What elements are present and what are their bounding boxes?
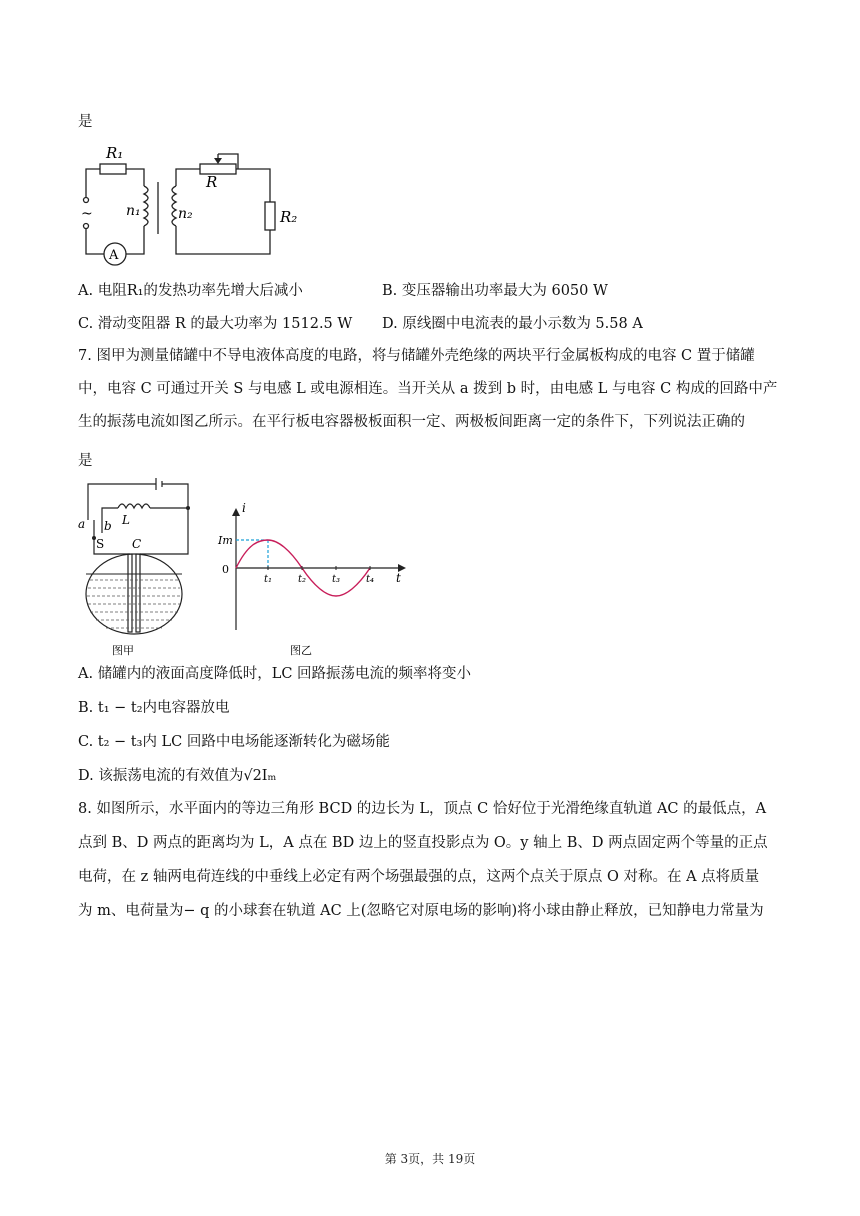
oscillation-current-graph [214,500,414,658]
switch-s-label: S [96,537,105,551]
im-label: Im [218,534,233,547]
ammeter-label: A [109,248,119,263]
q6-option-d: D. 原线圈中电流表的最小示数为 5.58 A [382,316,643,332]
q6-option-a: A. 电阻R₁的发热功率先增大后减小 [78,283,303,299]
q7-option-a: A. 储罐内的液面高度降低时，LC 回路振荡电流的频率将变小 [78,666,472,682]
axis-i-label: i [242,501,246,515]
q7-stem-line-4: 是 [78,453,93,469]
q8-stem-line-1: 8. 如图所示，水平面内的等边三角形 BCD 的边长为 L，顶点 C 恰好位于光滑绝缘直轨道 AC 的最低点，A [78,801,767,817]
transformer-circuit-figure [78,142,308,267]
q7-stem-line-1: 7. 图甲为测量储罐中不导电液体高度的电路，将与储罐外壳绝缘的两块平行金属板构成的电容 C 置于储罐 [78,348,755,364]
q8-stem-line-2: 点到 B、D 两点的距离均为 L，A 点在 BD 边上的竖直投影点为 O。y 轴上 B、D 两点固定两个等量的正点 [78,835,768,851]
r-label: R [206,173,218,191]
t4-label: t₄ [366,574,375,585]
t2-label: t₂ [298,574,307,585]
axis-t-label: t [396,571,401,585]
q7-option-c: C. t₂ − t₃内 LC 回路中电场能逐渐转化为磁场能 [78,734,390,750]
t3-label: t₃ [332,574,341,585]
figure-yi-caption: 图乙 [290,644,312,657]
switch-a-label: a [78,517,86,531]
q7-stem-line-2: 中，电容 C 可通过开关 S 与电感 L 或电源相连。当开关从 a 拨到 b 时，由电感 L 与电容 C 构成的回路中产 [78,381,778,397]
origin-label: 0 [222,563,229,576]
tank-lc-circuit-figure [78,478,208,658]
n1-label: n₁ [126,203,141,219]
capacitor-c-label: C [132,537,142,551]
ac-source-symbol: ~ [81,206,93,222]
t1-label: t₁ [264,574,273,585]
q6-option-b: B. 变压器输出功率最大为 6050 W [382,283,608,299]
n2-label: n₂ [178,206,193,222]
r1-label: R₁ [106,144,124,162]
q7-stem-line-3: 生的振荡电流如图乙所示。在平行板电容器极板面积一定、两极板间距离一定的条件下，下列说法正确的 [78,414,745,430]
figure-jia-caption: 图甲 [112,644,134,657]
q8-stem-line-3: 电荷，在 z 轴两电荷连线的中垂线上必定有两个场强最强的点，这两个点关于原点 O 对称。在 A 点将质量 [78,869,760,885]
page-footer: 第 3页，共 19页 [384,1152,476,1166]
q6-stem-tail: 是 [78,114,93,130]
inductor-l-label: L [122,513,130,527]
q7-option-d: D. 该振荡电流的有效值为√2Iₘ [78,768,277,784]
q8-stem-line-4: 为 m、电荷量为− q 的小球套在轨道 AC 上(忽略它对原电场的影响)将小球由静止释放，已知静电力常量为 [78,903,764,919]
q6-option-c: C. 滑动变阻器 R 的最大功率为 1512.5 W [78,316,353,332]
r2-label: R₂ [280,208,298,226]
q7-option-b: B. t₁ − t₂内电容器放电 [78,700,230,716]
switch-b-label: b [104,519,112,533]
